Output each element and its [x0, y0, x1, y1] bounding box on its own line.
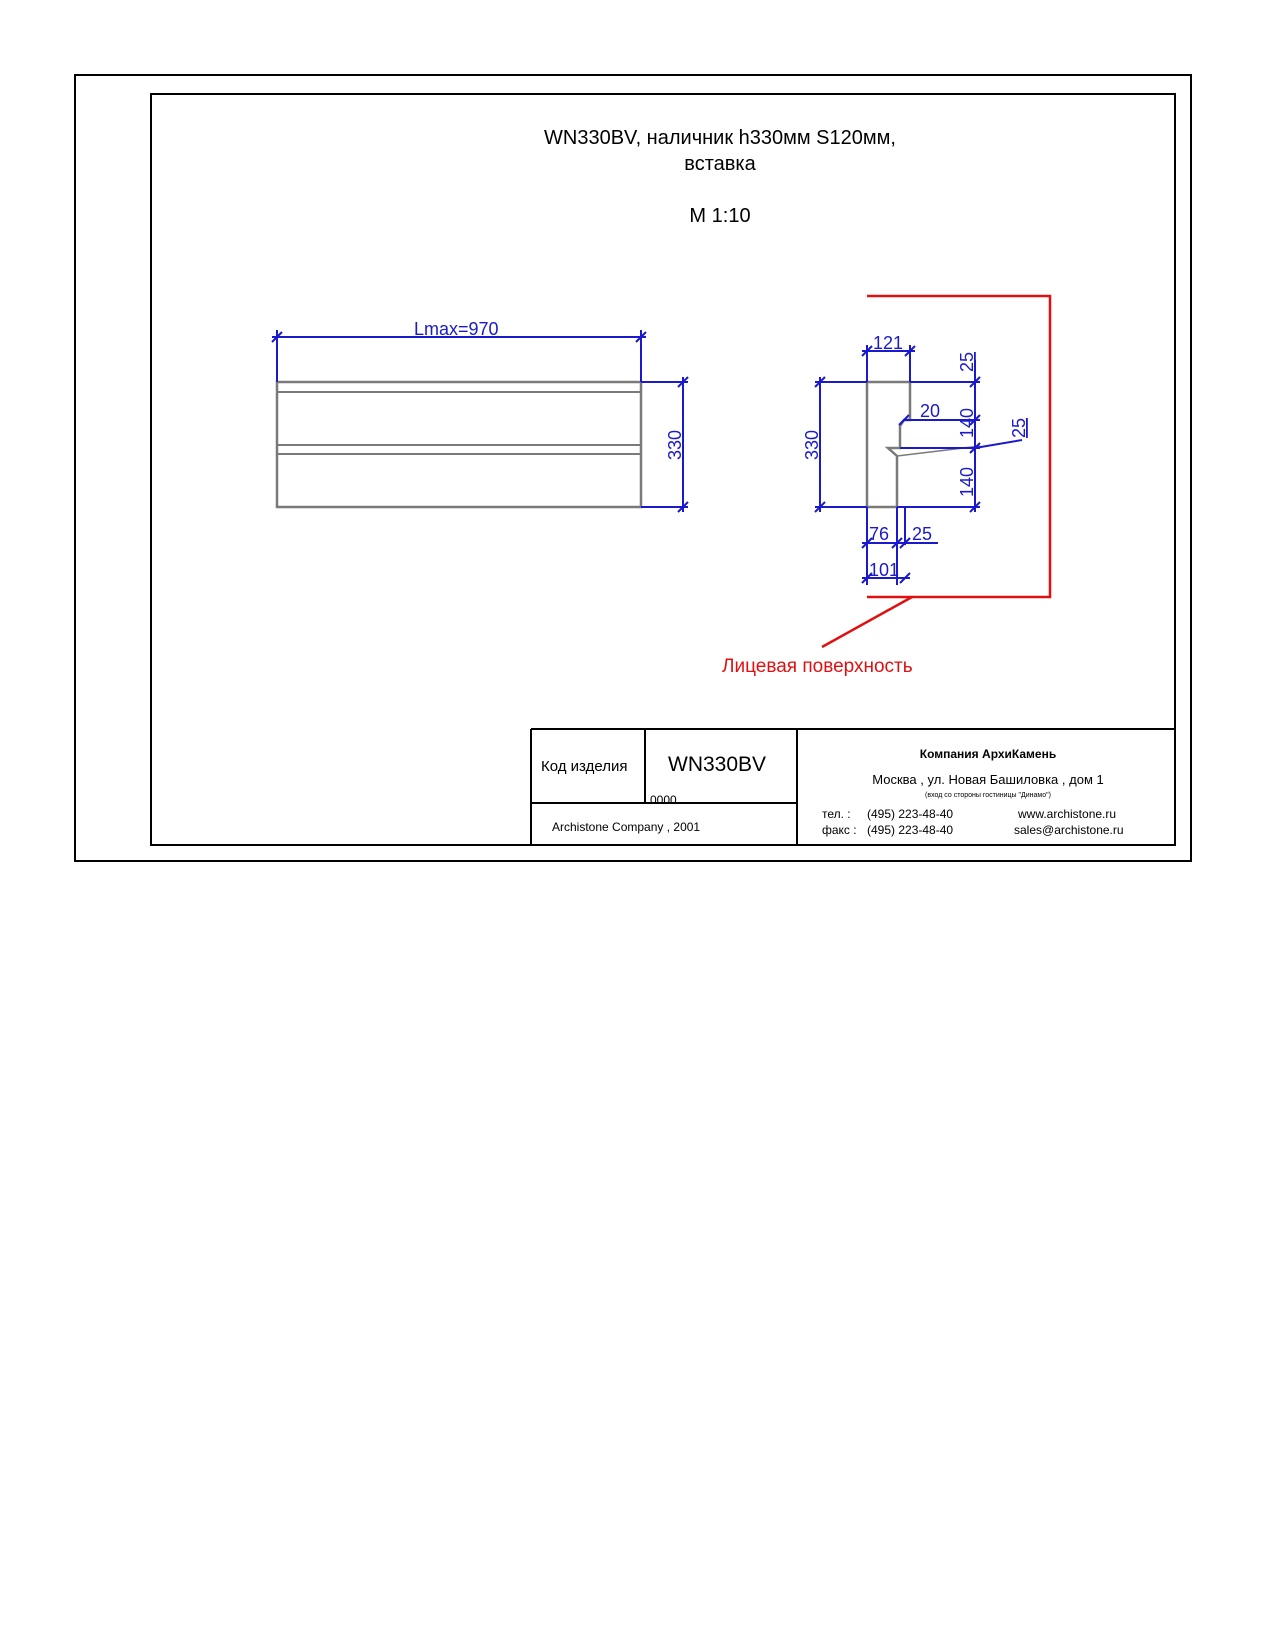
right-step-dimension: [975, 440, 1022, 448]
bottom-total-label: 101: [869, 560, 900, 580]
copyright: Archistone Company , 2001: [552, 820, 701, 834]
fax-number: (495) 223-48-40: [867, 823, 954, 837]
website-link[interactable]: www.archistone.ru: [1018, 807, 1117, 821]
drawing-title: WN330BV, наличник h330мм S120мм,: [544, 127, 896, 149]
address-note: (вход со стороны гостиницы "Динамо"): [925, 792, 1051, 799]
front-height-label: 330: [665, 429, 685, 460]
product-code: WN330BV: [668, 753, 767, 776]
company-name: Компания АрхиКамень: [919, 747, 1057, 761]
company-address: Москва , ул. Новая Башиловка , дом 1: [872, 772, 1104, 787]
length-label: Lmax=970: [414, 319, 499, 339]
sheet-number: 0000: [650, 793, 677, 807]
phone-number: (495) 223-48-40: [867, 807, 954, 821]
front-view: [277, 382, 641, 507]
top-width-label: 121: [873, 333, 904, 353]
recess-label: 20: [920, 401, 941, 421]
drawing-scale: М 1:10: [689, 205, 751, 227]
bottom-a-label: 76: [869, 524, 890, 544]
profile-outline: [867, 382, 910, 507]
product-code-label: Код изделия: [541, 758, 628, 775]
bottom-b-label: 25: [912, 524, 933, 544]
profile-height-label: 330: [802, 429, 822, 460]
upper-height-label: 140: [957, 407, 977, 438]
profile-height-dimension: [815, 377, 867, 512]
face-surface-indicator: [822, 296, 1050, 647]
face-surface-label: Лицевая поверхность: [722, 656, 913, 677]
top-step-label: 25: [957, 351, 977, 372]
fax-label: факс :: [822, 823, 857, 837]
drawing-subtitle: вставка: [684, 153, 756, 175]
lower-height-label: 140: [957, 466, 977, 497]
right-step-label: 25: [1009, 417, 1029, 438]
phone-label: тел. :: [822, 807, 851, 821]
email-link[interactable]: sales@archistone.ru: [1014, 823, 1124, 837]
